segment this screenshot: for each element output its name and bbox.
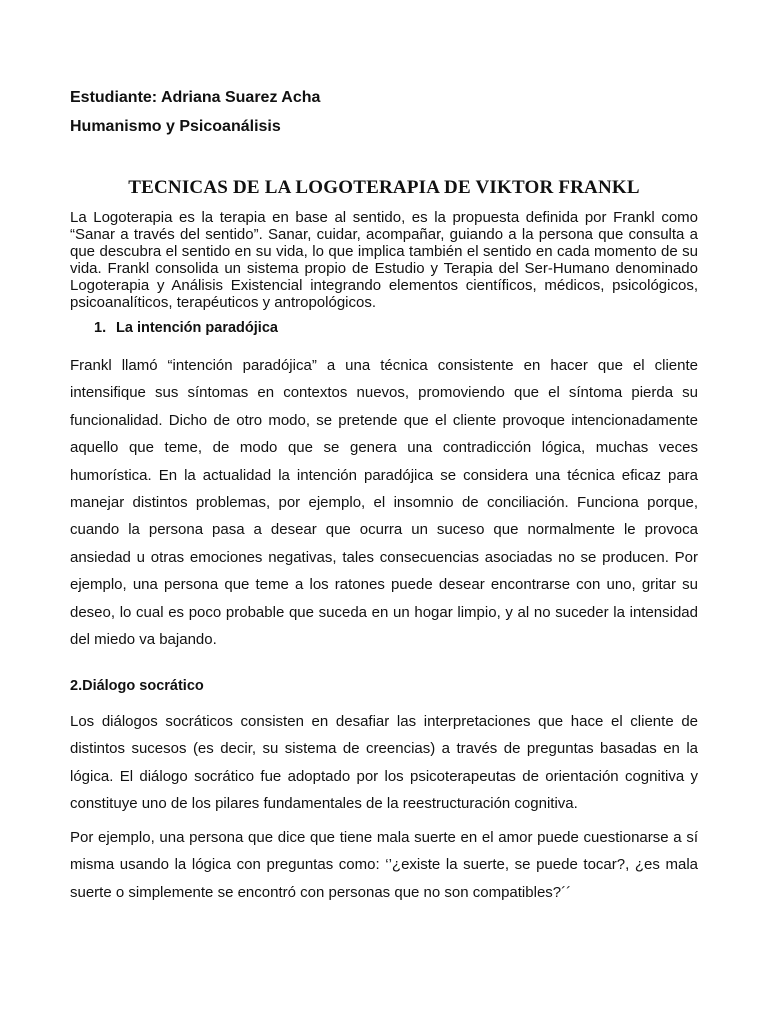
- document-title: TECNICAS DE LA LOGOTERAPIA DE VIKTOR FRANKL: [128, 177, 640, 198]
- section-2-paragraph: Los diálogos socráticos consisten en desafiar las interpretaciones que hace el cliente de distintos sucesos (es decir, su sistema de creencias) a través de preguntas basadas en la lógica. El diálogo socrático fue adoptado por los psicoterapeutas de orientación cognitiva y constituye uno de los pilares fundamentales de la reestructuración cognitiva.: [70, 713, 698, 813]
- subject-name: Humanismo y Psicoanálisis: [70, 118, 281, 135]
- intro-paragraph: La Logoterapia es la terapia en base al sentido, es la propuesta definida por Frankl como “Sanar a través del sentido”. Sanar, cuidar, acompañar, guiando a la persona que consulta a que descubra el sentido en su vida, lo que implica también el sentido en cada momento de su vida. Frankl consolida un sistema propio de Estudio y Terapia del Ser-Humano denominado Logoterapia y Análisis Existencial integrando elementos científicos, médicos, psicológicos, psicoanalíticos, terapéuticos y antropológicos.: [70, 209, 698, 311]
- student-name: Estudiante: Adriana Suarez Acha: [70, 89, 321, 106]
- section-1-number: 1.: [94, 320, 107, 336]
- section-1-heading: [94, 318, 278, 338]
- section-1-title: La intención paradójica: [116, 320, 278, 336]
- section-2-heading: 2.Diálogo socrático: [70, 678, 204, 694]
- section-1-paragraph: Frankl llamó “intención paradójica” a una técnica consistente en hacer que el cliente intensifique sus síntomas en contextos nuevos, promoviendo que el síntoma pierda su funcionalidad. Dicho de otro modo, se pretende que el cliente provoque intencionadamente aquello que teme, de modo que se genera una contradicción lógica, muchas veces humorística. En la actualidad la intención paradójica se considera una técnica eficaz para manejar distintos problemas, por ejemplo, el insomnio de conciliación. Funciona porque, cuando la persona pasa a desear que ocurra un suceso que normalmente le provoca ansiedad u otras emociones negativas, tales consecuencias asociadas no se producen. Por ejemplo, una persona que teme a los ratones puede desear encontrarse con uno, gritar su deseo, lo cual es poco probable que suceda en un hogar limpio, y al no suceder la intensidad del miedo va bajando.: [70, 357, 698, 649]
- section-2-example-paragraph: Por ejemplo, una persona que dice que tiene mala suerte en el amor puede cuestionarse a sí misma usando la lógica con preguntas como: ‘’¿existe la suerte, se puede tocar?, ¿es mala suerte o simplemente se encontró con personas que no son compatibles?´´: [70, 829, 698, 901]
